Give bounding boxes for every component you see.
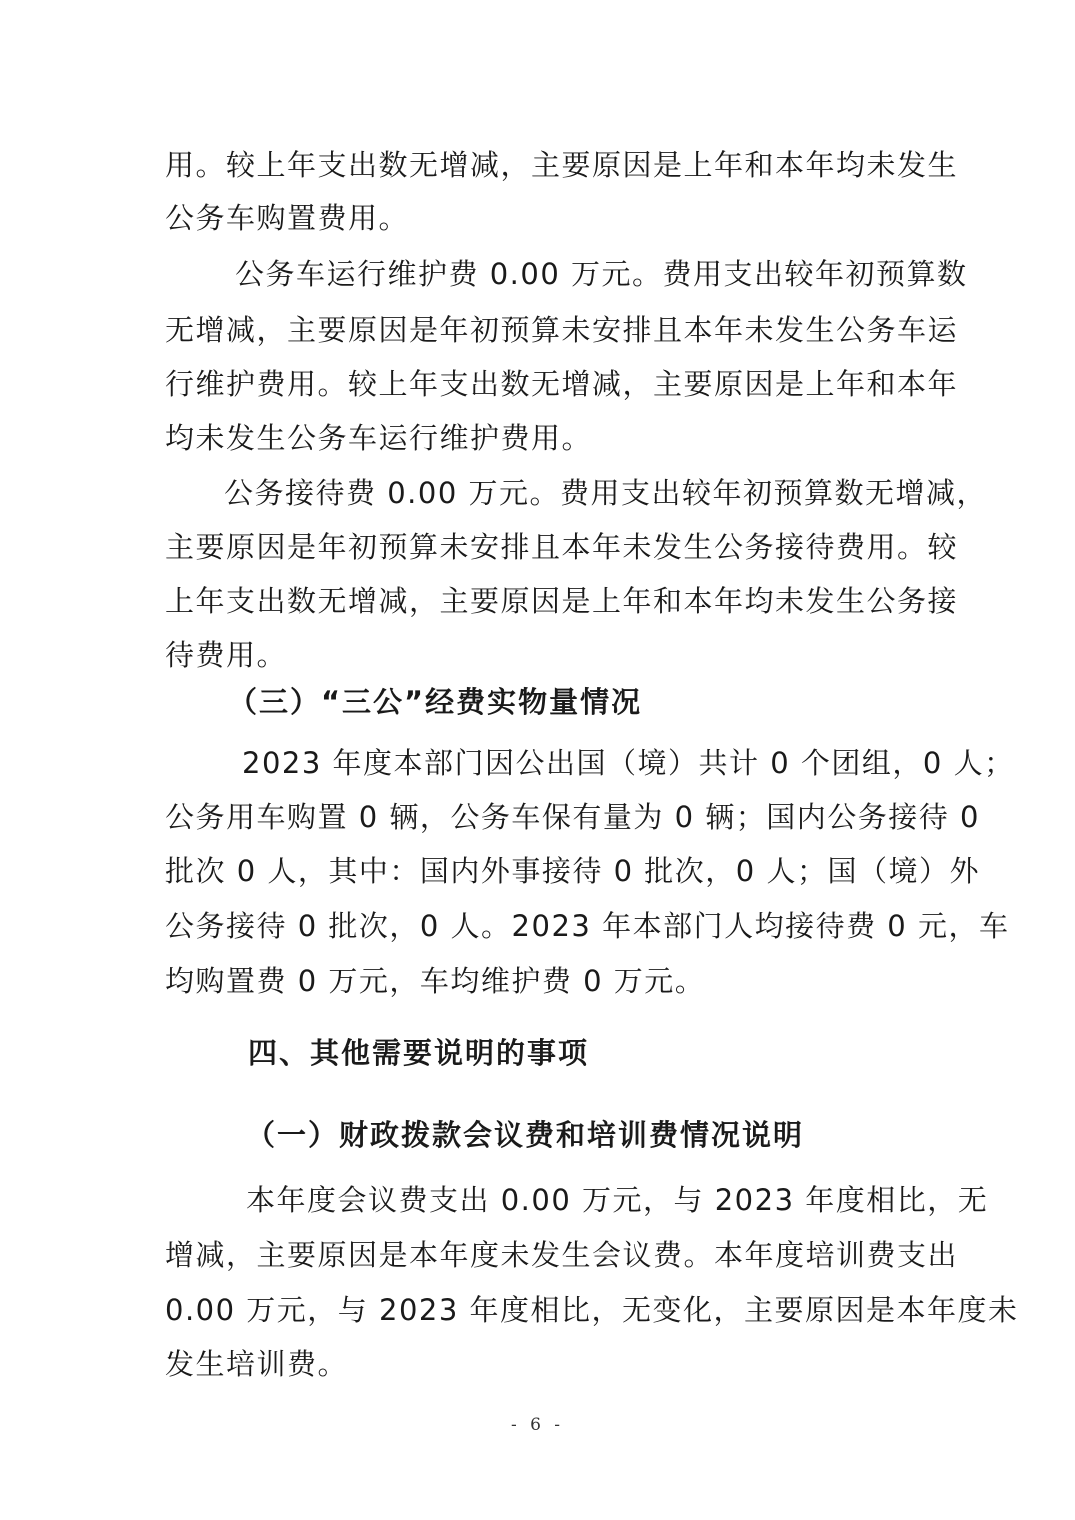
paragraph-line: 公务车运行维护费 0.00 万元。费用支出较年初预算数 xyxy=(235,257,968,291)
paragraph-line: 用。较上年支出数无增减，主要原因是上年和本年均未发生 xyxy=(165,148,959,182)
paragraph-line: 上年支出数无增减，主要原因是上年和本年均未发生公务接 xyxy=(165,584,959,618)
paragraph-line: 公务接待 0 批次，0 人。2023 年本部门人均接待费 0 元，车 xyxy=(165,909,1010,943)
paragraph-line: 待费用。 xyxy=(165,638,288,672)
paragraph-line: 均购置费 0 万元，车均维护费 0 万元。 xyxy=(165,964,706,998)
paragraph-line: 均未发生公务车运行维护费用。 xyxy=(165,421,593,455)
paragraph-line: 本年度会议费支出 0.00 万元，与 2023 年度相比，无 xyxy=(246,1183,989,1217)
paragraph-line: 批次 0 人，其中：国内外事接待 0 批次，0 人；国（境）外 xyxy=(165,854,980,888)
paragraph-line: 公务车购置费用。 xyxy=(165,201,410,235)
paragraph-line: 无增减，主要原因是年初预算未安排且本年未发生公务车运 xyxy=(165,313,959,347)
chapter-heading: 四、其他需要说明的事项 xyxy=(248,1036,590,1070)
page-number: - 6 - xyxy=(510,1415,565,1435)
paragraph-line: 行维护费用。较上年支出数无增减，主要原因是上年和本年 xyxy=(165,367,959,401)
paragraph-line: 公务用车购置 0 辆，公务车保有量为 0 辆；国内公务接待 0 xyxy=(165,800,980,834)
paragraph-line: 公务接待费 0.00 万元。费用支出较年初预算数无增减， xyxy=(224,476,988,510)
section-heading: （一）财政拨款会议费和培训费情况说明 xyxy=(246,1118,805,1152)
paragraph-line: 主要原因是年初预算未安排且本年未发生公务接待费用。较 xyxy=(165,530,959,564)
section-heading: （三）“三公”经费实物量情况 xyxy=(228,685,643,719)
paragraph-line: 0.00 万元，与 2023 年度相比，无变化，主要原因是本年度未 xyxy=(165,1293,1019,1327)
paragraph-line: 发生培训费。 xyxy=(165,1347,349,1381)
paragraph-line: 2023 年度本部门因公出国（境）共计 0 个团组，0 人； xyxy=(242,746,1015,780)
paragraph-line: 增减，主要原因是本年度未发生会议费。本年度培训费支出 xyxy=(165,1238,959,1272)
